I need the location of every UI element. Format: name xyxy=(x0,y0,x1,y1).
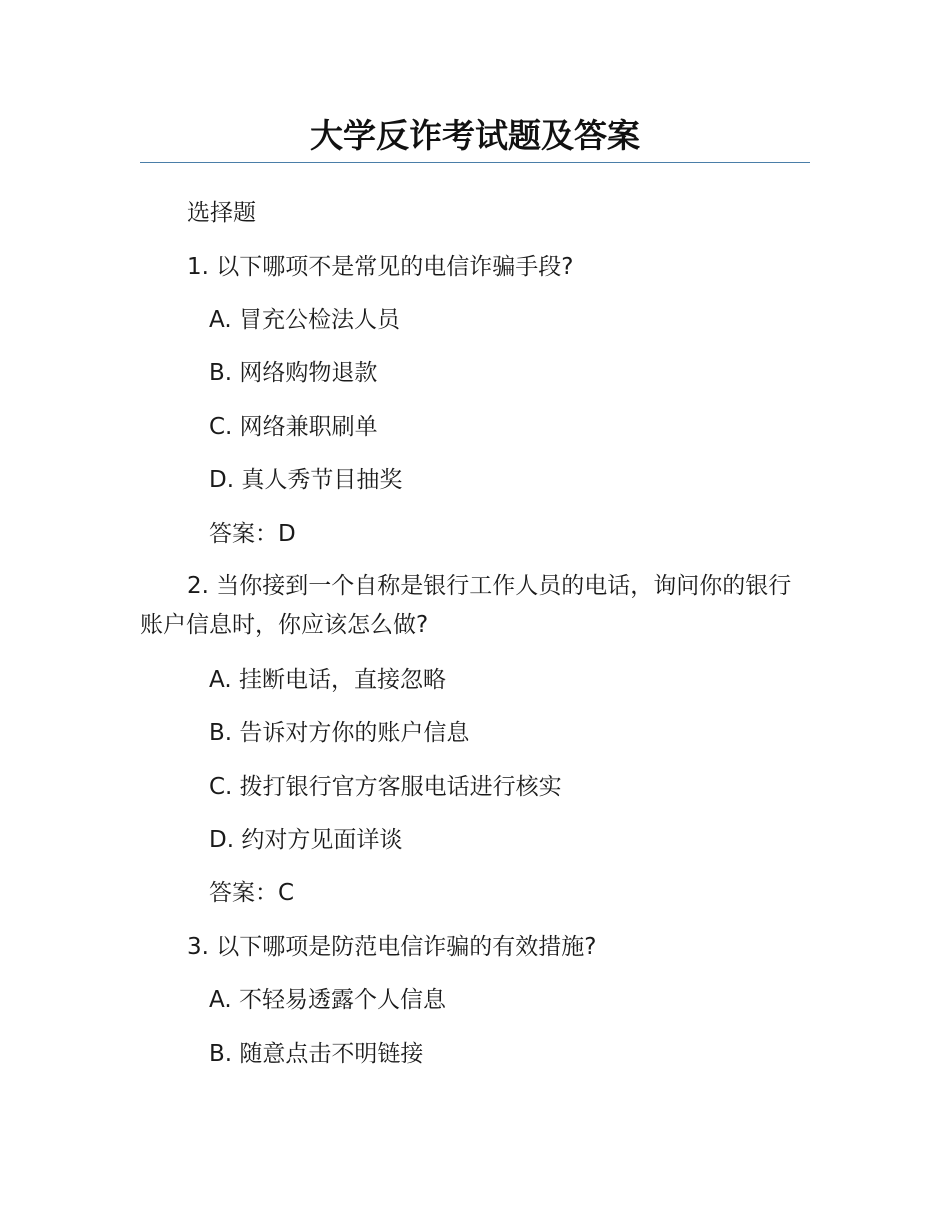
question-1-option-c: C. 网络兼职刷单 xyxy=(209,414,378,440)
question-2-option-b: B. 告诉对方你的账户信息 xyxy=(209,720,470,746)
question-2-option-d: D. 约对方见面详谈 xyxy=(209,827,403,853)
question-2-stem: 2. 当你接到一个自称是银行工作人员的电话，询问你的银行账户信息时，你应该怎么做? xyxy=(140,573,792,638)
question-3-stem: 3. 以下哪项是防范电信诈骗的有效措施? xyxy=(187,934,597,960)
question-1-option-a: A. 冒充公检法人员 xyxy=(209,307,400,333)
question-1-option-d: D. 真人秀节目抽奖 xyxy=(209,467,403,493)
question-1-option-b: B. 网络购物退款 xyxy=(209,360,378,386)
question-2-answer: 答案：C xyxy=(209,880,295,906)
question-2-option-a: A. 挂断电话，直接忽略 xyxy=(209,667,446,693)
question-2-option-c: C. 拨打银行官方客服电话进行核实 xyxy=(209,774,562,800)
question-1-answer: 答案：D xyxy=(209,521,296,547)
question-3-option-b: B. 随意点击不明链接 xyxy=(209,1041,424,1067)
section-label: 选择题 xyxy=(187,200,256,226)
document-title: 大学反诈考试题及答案 xyxy=(310,116,640,155)
question-3-option-a: A. 不轻易透露个人信息 xyxy=(209,987,446,1013)
question-1-stem: 1. 以下哪项不是常见的电信诈骗手段? xyxy=(187,254,574,280)
title-divider xyxy=(140,162,810,163)
